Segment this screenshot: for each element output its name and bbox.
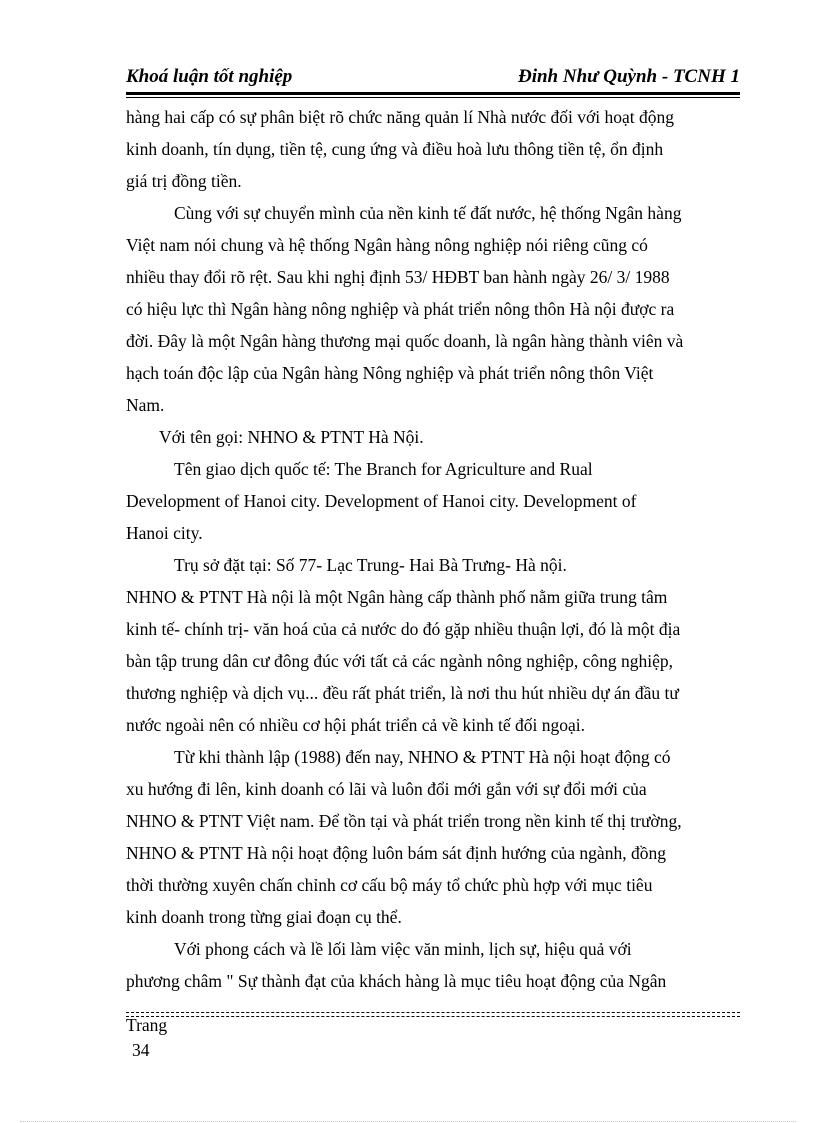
text-line: Với tên gọi: NHNO & PTNT Hà Nội. xyxy=(159,427,424,447)
page-number: 34 xyxy=(132,1040,150,1060)
text-line: Việt nam nói chung và hệ thống Ngân hàng nông nghiệp nói riêng cũng có xyxy=(126,235,648,255)
text-line: phương châm " Sự thành đạt của khách hàng là mục tiêu hoạt động của Ngân xyxy=(126,971,667,991)
text-line: nhiều thay đổi rõ rệt. Sau khi nghị định 53/ HĐBT ban hành ngày 26/ 3/ 1988 xyxy=(126,267,670,287)
header-rule-thin xyxy=(126,97,740,98)
text-line: NHNO & PTNT Hà nội hoạt động luôn bám sát định hướng của ngành, đồng xyxy=(126,843,666,863)
text-line: kinh doanh trong từng giai đoạn cụ thể. xyxy=(126,907,402,927)
footer-rule-second xyxy=(126,1016,740,1017)
text-line: đời. Đây là một Ngân hàng thương mại quốc doanh, là ngân hàng thành viên và xyxy=(126,331,684,351)
text-line: Hanoi city. xyxy=(126,523,203,543)
text-line: có hiệu lực thì Ngân hàng nông nghiệp và phát triển nông thôn Hà nội được ra xyxy=(126,299,675,319)
text-line: kinh tế- chính trị- văn hoá của cả nước do đó gặp nhiều thuận lợi, đó là một địa xyxy=(126,619,681,639)
footer-rule xyxy=(126,1012,740,1013)
body-text xyxy=(126,101,740,997)
page-header xyxy=(126,62,740,92)
text-line: nước ngoài nên có nhiều cơ hội phát triển cả về kinh tế đối ngoại. xyxy=(126,715,586,735)
text-line: thương nghiệp và dịch vụ... đều rất phát triển, là nơi thu hút nhiều dự án đầu tư xyxy=(126,683,679,703)
text-line: NHNO & PTNT Hà nội là một Ngân hàng cấp thành phố nằm giữa trung tâm xyxy=(126,587,668,607)
text-line: kinh doanh, tín dụng, tiền tệ, cung ứng và điều hoà lưu thông tiền tệ, ổn định xyxy=(126,139,664,159)
text-line: hàng hai cấp có sự phân biệt rõ chức năng quản lí Nhà nước đối với hoạt động xyxy=(126,107,675,127)
text-line: thời thường xuyên chấn chỉnh cơ cấu bộ máy tổ chức phù hợp với mục tiêu xyxy=(126,875,653,895)
text-line: NHNO & PTNT Việt nam. Để tồn tại và phát triển trong nền kinh tế thị trường, xyxy=(126,811,682,831)
header-rule-thick xyxy=(126,92,740,95)
text-line: Với phong cách và lề lối làm việc văn minh, lịch sự, hiệu quả với xyxy=(174,939,632,959)
text-line: Development of Hanoi city. Development of Hanoi city. Development of xyxy=(126,491,637,511)
text-line: Tên giao dịch quốc tế: The Branch for Agriculture and Rual xyxy=(174,459,593,479)
text-line: Cùng với sự chuyển mình của nền kinh tế đất nước, hệ thống Ngân hàng xyxy=(174,203,682,223)
text-line: Nam. xyxy=(126,395,165,415)
footer-label: Trang xyxy=(126,1015,168,1035)
text-line: hạch toán độc lập của Ngân hàng Nông nghiệp và phát triển nông thôn Việt xyxy=(126,363,654,383)
header-author: Đinh Như Quỳnh - TCNH 1 xyxy=(517,66,740,87)
header-title: Khoá luận tốt nghiệp xyxy=(126,66,293,87)
page-edge xyxy=(20,1121,796,1122)
text-line: giá trị đồng tiền. xyxy=(126,171,242,191)
text-line: Trụ sở đặt tại: Số 77- Lạc Trung- Hai Bà Trưng- Hà nội. xyxy=(174,555,567,575)
text-line: Từ khi thành lập (1988) đến nay, NHNO & PTNT Hà nội hoạt động có xyxy=(174,747,671,767)
text-line: bàn tập trung dân cư đông đúc với tất cả các ngành nông nghiệp, công nghiệp, xyxy=(126,651,673,671)
text-line: xu hướng đi lên, kinh doanh có lãi và luôn đổi mới gắn với sự đổi mới của xyxy=(126,779,647,799)
